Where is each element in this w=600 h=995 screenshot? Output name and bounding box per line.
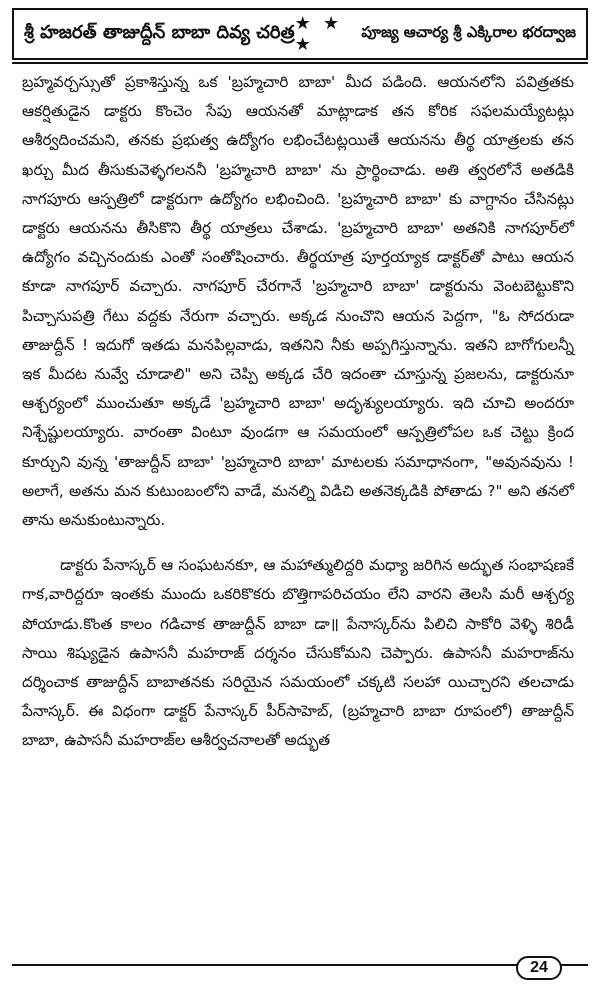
header-stars: ★ ★ ★ [294, 13, 343, 55]
author-name: పూజ్య ఆచార్య శ్రీ ఎక్కిరాల భరద్వాజ [361, 23, 576, 41]
page-number: 24 [516, 956, 562, 980]
body-paragraph: డాక్టరు పేనాస్కర్ ఆ సంఘటనకూ, ఆ మహాత్ములిద్దరి మధ్యా జరిగిన అద్భుత సంభాషణకే గాక,వారిద్దరూ ఇంతకు ముందు ఒకరికొకరు బొత్తిగాపరిచయం లేని వారని తెలసి మరీ ఆశ్చర్య పోయాడు.కొంత కాలం గడిచాక తాజుద్దీన్ బాబా డా॥ పేనాస్కర్‌ను పిలిచి సాకోరి వెళ్ళి శిరిడీ సాయి శిష్యుడైన ఉపాసనీ మహరాజ్ దర్శనం చేసుకోమని చెప్పారు. ఉపాసనీ మహరాజ్‌ను దర్శించాక తాజుద్దీన్ బాబాతనకు సరియైన సమయంలో చక్కటి సలహా యిచ్చారని తలచాడు పేనాస్కర్. ఈ విధంగా డాక్టర్ పేనాస్కర్ పీర్‌సాహెబ్, (బ్రహ్మచారి బాబా రూపంలో) తాజుద్దీన్ బాబా, ఉపాసనీ మహరాజ్‌ల ఆశీర్వచనాలతో అద్భుత [22, 556, 574, 750]
page-body [22, 68, 574, 756]
footer-rule [12, 964, 588, 966]
book-title: శ్రీ హజరత్ తాజుద్దీన్ బాబా దివ్య చరిత్ర [24, 21, 295, 43]
header-rule [12, 62, 588, 64]
running-header [12, 8, 588, 60]
body-paragraph: బ్రహ్మవర్చస్సుతో ప్రకాశిస్తున్న ఒక 'బ్రహ్మచారి బాబా' మీద పడింది. ఆయనలోని పవిత్రతకు ఆకర్షితుడైన డాక్టరు కొంచెం సేపు ఆయనతో మాట్లాడాక తన కోరిక సఫలమయ్యేటట్లు ఆశీర్వదించమని, తనకు ప్రభుత్వ ఉద్యోగం లభించేటట్లయితే ఆయనను తీర్థ యాత్రలకు తన ఖర్చు మీద తీసుకువెళ్ళగలననీ 'బ్రహ్మచారి బాబా' ను ప్రార్థించాడు. అతి త్వరలోనే అతడికి నాగపూరు ఆస్పత్రిలో డాక్టరుగా ఉద్యోగం లభించింది. 'బ్రహ్మచారి బాబా' కు వాగ్దానం చేసినట్లు డాక్టరు ఆయనను తీసికొని తీర్థ యాత్రలు చేశాడు. 'బ్రహ్మచారి బాబా' అతనికి నాగపూర్‌లో ఉద్యోగం వచ్చినందుకు ఎంతో సంతోషించారు. తీర్థయాత్ర పూర్తయ్యాక డాక్టర్‌తో పాటు ఆయన కూడా నాగపూర్ వచ్చారు. నాగపూర్ చేరగానే 'బ్రహ్మచారి బాబా' డాక్టరును వెంటబెట్టుకొని పిచ్చాసుపత్రి గేటు వద్దకు నేరుగా వచ్చారు. అక్కడ నుంచొని ఆయన పెద్దగా, "ఓ సోదరుడా తాజుద్దీన్ ! ఇదుగో ఇతడు మనపిల్లవాడు, ఇతనిని నీకు అప్పగిస్తున్నాను. ఇతని బాగోగులన్నీ ఇక మీదట నువ్వే చూడాలి" అని చెప్పి అక్కడ చేరి ఇదంతా చూస్తున్న ప్రజలను, డాక్టరునూ ఆశ్చర్యంలో ముంచుతూ అక్కడే 'బ్రహ్మచారి బాబా' అదృశ్యులయ్యారు. ఇది చూచి అందరూ నిశ్చేష్టులయ్యారు. వారంతా వింటూ వుండగా ఆ సమయంలో ఆస్పత్రిలోపల ఒక చెట్టు క్రింద కూర్చుని వున్న 'తాజుద్దీన్ బాబా' 'బ్రహ్మచారి బాబా' మాటలకు సమాధానంగా, "అవునవును ! అలాగే, అతను మన కుటుంబంలోని వాడే, మనల్ని విడిచి అతనెక్కడికి పోతాడు ?" అని తనలో తాను అనుకుంటున్నారు. [22, 73, 574, 530]
